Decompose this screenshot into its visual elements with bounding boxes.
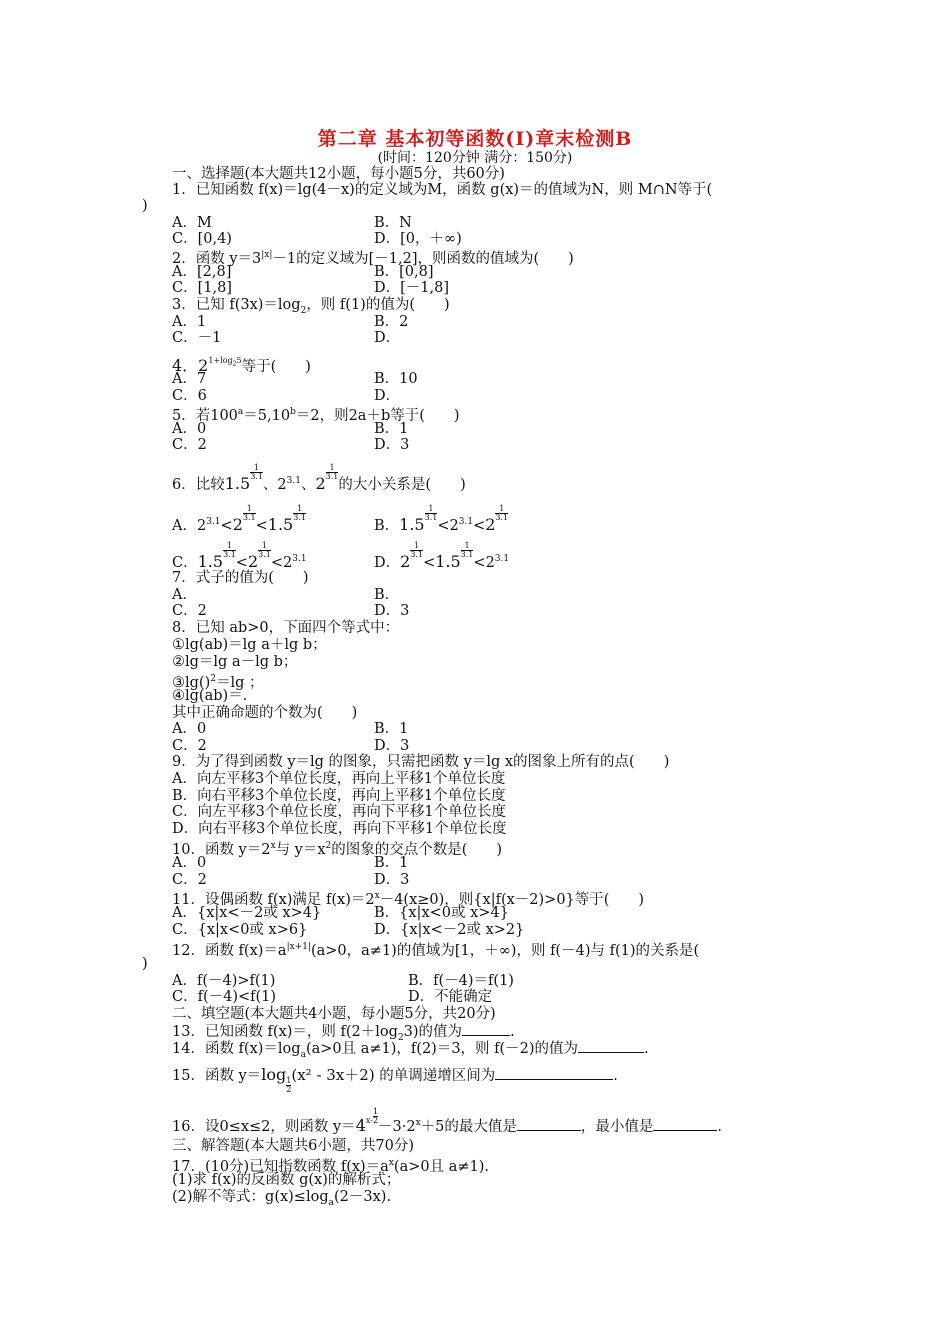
question-3-option-c: C．－1 (172, 330, 222, 346)
question-4-option-d: D． (374, 388, 401, 404)
question-10-option-d: D．3 (374, 872, 410, 888)
question-7-stem: 7．式子的值为( ) (172, 570, 309, 586)
question-11-stem: 11．设偶函数 f(x)满足 $f(x)=2^x-4(x\ge 0)$，则{x|f(x－2)>0}等于( ) (172, 891, 645, 908)
question-3-option-d: D． (374, 330, 401, 346)
section-heading-solve: 三、解答题(本大题共6小题，共70分) (172, 1138, 414, 1154)
question-6-option-b: B．$1.5\frac{1}{3.1}$ $<2^{3.1}<2\frac{1}{3.1}$ (374, 504, 509, 534)
question-5-stem: 5．若$100^a=5,10^b=2$，则2a＋b等于( ) (172, 407, 460, 424)
question-8-option-d: D．3 (374, 738, 410, 754)
question-9-stem: 9．为了得到函数 y＝lg 的图象，只需把函数 y＝lg x的图象上所有的点( ) (172, 754, 670, 770)
answer-blank[interactable] (462, 1023, 510, 1036)
page-title: 第二章 基本初等函数(Ⅰ)章末检测B (317, 128, 633, 150)
question-11-option-b: B．{x|x<0或 x>4} (374, 905, 509, 921)
question-8-option-c: C．2 (172, 738, 207, 754)
question-8-option-a: A．0 (172, 721, 207, 737)
question-15: 15．函数 $y=\log\frac{1}{2}$ (x² - 3x＋2) 的单调递增区间为 . (172, 1065, 618, 1094)
question-1-option-d: D．[0，＋∞) (374, 231, 462, 247)
question-7-option-c: C．2 (172, 603, 207, 619)
question-10-option-c: C．2 (172, 872, 207, 888)
answer-blank-max[interactable] (517, 1118, 581, 1131)
question-5-option-d: D．3 (374, 437, 410, 453)
question-14: 14．函数 $f(x)=\log_a(a>0$且 a≠1)，f(2)＝3，则 f(－2)的值为 . (172, 1041, 649, 1060)
question-1-option-b: B．N (374, 215, 412, 231)
question-8-item-2: ②lg＝lg a－lg b； (172, 654, 298, 670)
question-17-stem: 17．(10分)已知指数函数 $f(x)=a^x(a>0$且 a≠1). (172, 1158, 489, 1175)
question-11-option-d: D．{x|x<－2或 x>2} (374, 922, 525, 938)
question-4-option-c: C．6 (172, 388, 207, 404)
question-8-tail: 其中正确命题的个数为( ) (172, 705, 358, 721)
question-11-option-a: A．{x|x<－2或 x>4} (172, 905, 322, 921)
question-12-stem: 12．函数 $f(x)=a^{|x+1|}(a>0$，a≠1)的值域为[1，＋∞)，则 f(－4)与 f(1)的关系是( (172, 942, 700, 959)
question-7-option-b: B． (374, 587, 400, 603)
question-3-option-a: A．1 (172, 314, 207, 330)
answer-blank[interactable] (495, 1067, 613, 1080)
question-16: 16．设0≤x≤2，则函数 $y=4^{x-\frac{1}{2}}$ $-3\cdot 2^x+5$的最大值是 ，最小值是 . (172, 1107, 723, 1135)
question-13: 13．已知函数 f(x)＝，则 $f(2+\log_23)$的值为 . (172, 1024, 515, 1043)
question-9-option-a: A．向左平移3个单位长度，再向上平移1个单位长度 (172, 771, 506, 787)
section-heading-fill: 二、填空题(本大题共4小题，每小题5分，共20分) (172, 1006, 496, 1022)
question-5-option-b: B．1 (374, 421, 409, 437)
question-4-stem: 4．$2^{1+log_25}$等于( ) (172, 356, 311, 375)
question-9-option-d: D．向右平移3个单位长度，再向下平移1个单位长度 (172, 821, 507, 837)
question-12-option-c: C．f(－4)<f(1) (172, 989, 277, 1005)
question-2-option-a: A．[2,8] (172, 264, 232, 280)
question-2-option-c: C．[1,8] (172, 280, 232, 296)
question-7-option-d: D．3 (374, 603, 410, 619)
question-12-wrap: ) (142, 956, 148, 972)
question-8-item-3: ③lg()$^2$＝lg ； (172, 674, 264, 691)
question-6-stem: 6．比较$1.5\frac{1}{3.1}$ 、$2^{3.1}$、$2\frac{1}{3.1}$ 的大小关系是( ) (172, 463, 466, 493)
page-subtitle: (时间：120分钟 满分：150分) (377, 150, 573, 166)
question-2-stem: 2．函数 $y=3^{|x|}-1$的定义域为[－1,2]，则函数的值域为( ) (172, 250, 574, 267)
question-5-option-a: A．0 (172, 421, 207, 437)
answer-blank[interactable] (578, 1040, 644, 1053)
question-4-option-b: B．10 (374, 371, 418, 387)
question-3-stem: 3．已知 $f(3x)=\log_2$，则 f(1)的值为( ) (172, 297, 450, 316)
question-12-option-d: D．不能确定 (408, 989, 493, 1005)
question-8-item-1: ①lg(ab)＝lg a＋lg b； (172, 637, 327, 653)
question-10-stem: 10．函数 $y=2^x$与 $y=x^2$的图象的交点个数是( ) (172, 841, 503, 858)
question-1-stem: 1．已知函数 f(x)＝lg(4－x)的定义域为M，函数 g(x)＝的值域为N，则 M∩N等于( (172, 182, 713, 198)
question-12-option-a: A．f(－4)>f(1) (172, 973, 276, 989)
question-7-option-a: A． (172, 587, 197, 603)
question-9-option-b: B．向右平移3个单位长度，再向上平移1个单位长度 (172, 788, 506, 804)
question-10-option-b: B．1 (374, 855, 409, 871)
section-heading-choice: 一、选择题(本大题共12小题，每小题5分，共60分) (172, 166, 505, 182)
question-4-option-a: A．7 (172, 371, 207, 387)
question-17-part-2: (2)解不等式：$g(x)\le\log_a(2-3x)$. (172, 1189, 392, 1208)
question-2-option-d: D．[－1,8] (374, 280, 449, 296)
answer-blank-min[interactable] (653, 1118, 717, 1131)
question-10-option-a: A．0 (172, 855, 207, 871)
question-2-option-b: B．[0,8] (374, 264, 434, 280)
question-11-option-c: C．{x|x<0或 x>6} (172, 922, 308, 938)
question-3-option-b: B．2 (374, 314, 409, 330)
question-6-option-a: A．$2^{3.1}<2\frac{1}{3.1}$ $<1.5\frac{1}{3.1}$ (172, 504, 306, 534)
question-1-wrap: ) (142, 198, 148, 214)
question-8-item-4: ④lg(ab)＝. (172, 688, 248, 704)
question-5-option-c: C．2 (172, 437, 207, 453)
question-17-part-1: (1)求 f(x)的反函数 g(x)的解析式； (172, 1172, 401, 1188)
question-9-option-c: C．向左平移3个单位长度，再向下平移1个单位长度 (172, 804, 507, 820)
question-1-option-a: A．M (172, 215, 212, 231)
question-6-option-d: D．$2\frac{1}{3.1}$ $<1.5\frac{1}{3.1}$ $<2^{3.1}$ (374, 541, 510, 571)
question-6-option-c: C．$1.5\frac{1}{3.1}$ $<2\frac{1}{3.1}$ $<2^{3.1}$ (172, 541, 307, 571)
question-12-option-b: B．f(－4)＝f(1) (408, 973, 514, 989)
question-1-option-c: C．[0,4) (172, 231, 232, 247)
question-8-option-b: B．1 (374, 721, 409, 737)
question-8-stem: 8．已知 ab>0，下面四个等式中： (172, 620, 400, 636)
